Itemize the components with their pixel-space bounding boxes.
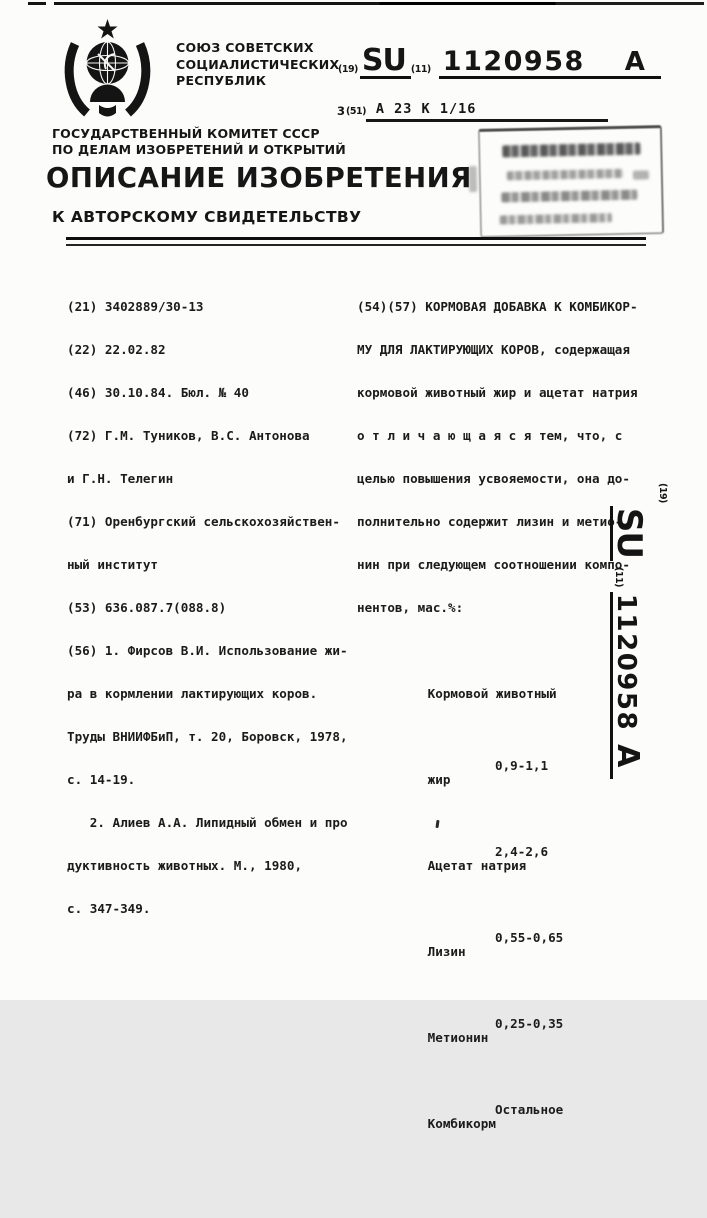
biblio-line: ра в кормлении лактирующих коров. [67, 685, 318, 701]
side-document-code [609, 483, 668, 768]
biblio-line: (56) 1. Фирсов В.И. Использование жи- [67, 642, 348, 658]
claim-line: кормовой животный жир и ацетат натрия [357, 384, 638, 400]
claim-line: о т л и ч а ю щ а я с я тем, что, с [357, 427, 623, 443]
claim-line: целью повышения усвояемости, она до- [357, 470, 630, 486]
biblio-line: 2. Алиев А.А. Липидный обмен и про [67, 815, 348, 831]
ipc-underline [366, 119, 608, 122]
biblio-line: с. 347-349. [67, 901, 151, 917]
document-title: ОПИСАНИЕ ИЗОБРЕТЕНИЯ [46, 162, 472, 194]
top-scan-line [28, 2, 704, 5]
side-doc-number-group [610, 592, 645, 779]
publication-number-row [338, 42, 661, 79]
committee-name [52, 126, 346, 157]
committee-line: ГОСУДАРСТВЕННЫЙ КОМИТЕТ СССР [52, 126, 320, 141]
biblio-line: и Г.Н. Телегин [67, 470, 174, 486]
document-subtitle: К АВТОРСКОМУ СВИДЕТЕЛЬСТВУ [52, 208, 362, 226]
country-code-label: (19) [338, 64, 358, 75]
doc-number-group [439, 46, 661, 79]
component-name: Комбикорм [427, 1116, 496, 1132]
ipc-code: A 23 K 1/16 [375, 101, 477, 117]
country-code: SU [360, 49, 411, 79]
biblio-line: (46) 30.10.84. Бюл. № 40 [67, 384, 249, 400]
component-value: Остальное [495, 1101, 564, 1117]
claim-line: МУ ДЛЯ ЛАКТИРУЮЩИХ КОРОВ, содержащая [357, 341, 630, 357]
doc-kind: A [624, 47, 645, 78]
component-row [357, 1103, 657, 1160]
header-divider [66, 237, 646, 246]
union-line: СОЦИАЛИСТИЧЕСКИХ [176, 56, 340, 72]
bibliographic-column [67, 271, 359, 945]
registration-stamp [478, 125, 664, 238]
component-value: 0,25-0,35 [495, 1015, 564, 1031]
biblio-line: (53) 636.087.7(088.8) [67, 599, 227, 615]
component-name: Ацетат натрия [427, 858, 527, 874]
doc-number-label: (11) [410, 64, 431, 75]
side-doc-number-label: (11) [613, 567, 624, 587]
committee-line: ПО ДЕЛАМ ИЗОБРЕТЕНИЙ И ОТКРЫТИЙ [52, 141, 346, 157]
component-value: 0,55-0,65 [495, 929, 564, 945]
stamp-smudge-mark [633, 170, 649, 179]
biblio-line: (21) 3402889/30-13 [67, 298, 204, 314]
side-country-code-label: (19) [657, 483, 668, 503]
component-row [357, 931, 657, 988]
ipc-edition: 3 [337, 104, 346, 118]
component-name: жир [427, 772, 451, 788]
biblio-line: (71) Оренбургский сельскохозяйствен- [67, 513, 340, 529]
biblio-line: Труды ВНИИФБиП, т. 20, Боровск, 1978, [67, 729, 348, 744]
component-name: Лизин [427, 944, 466, 960]
side-doc-kind: A [610, 744, 645, 768]
component-value: 0,9-1,1 [495, 757, 549, 773]
stamp-smudge-line [501, 190, 637, 203]
side-doc-number: 1120958 [610, 593, 641, 732]
claim-line: нентов, мас.%: [357, 599, 464, 615]
stamp-smudge-line [500, 213, 612, 224]
claim-line: нин при следующем соотношении компо- [357, 556, 630, 572]
biblio-line: (22) 22.02.82 [67, 341, 166, 357]
biblio-line: с. 14-19. [67, 772, 136, 788]
union-line: СОЮЗ СОВЕТСКИХ [176, 40, 314, 55]
component-row [357, 1017, 657, 1074]
component-row [357, 845, 657, 902]
union-line: РЕСПУБЛИК [176, 73, 267, 88]
component-name: Метионин [427, 1030, 489, 1046]
claim-line: (54)(57) КОРМОВАЯ ДОБАВКА К КОМБИКОР- [357, 298, 638, 314]
ipc-label: (51) [346, 106, 366, 117]
doc-number: 1120958 [442, 46, 585, 78]
biblio-line: (72) Г.М. Туников, В.С. Антонова [67, 427, 310, 443]
component-value: 2,4-2,6 [495, 843, 549, 859]
component-name: Кормовой животный [427, 685, 557, 701]
ipc-classification-row [337, 101, 476, 118]
claim-line: полнительно содержит лизин и метио- [357, 513, 623, 529]
stamp-smudge-line [507, 169, 623, 180]
stamp-smudge-line [502, 143, 640, 158]
biblio-line: дуктивность животных. М., 1980, [67, 858, 303, 874]
side-country-code: SU [610, 506, 642, 561]
biblio-line: ный институт [67, 556, 158, 572]
ussr-coat-of-arms [59, 16, 156, 119]
union-name [176, 40, 339, 90]
